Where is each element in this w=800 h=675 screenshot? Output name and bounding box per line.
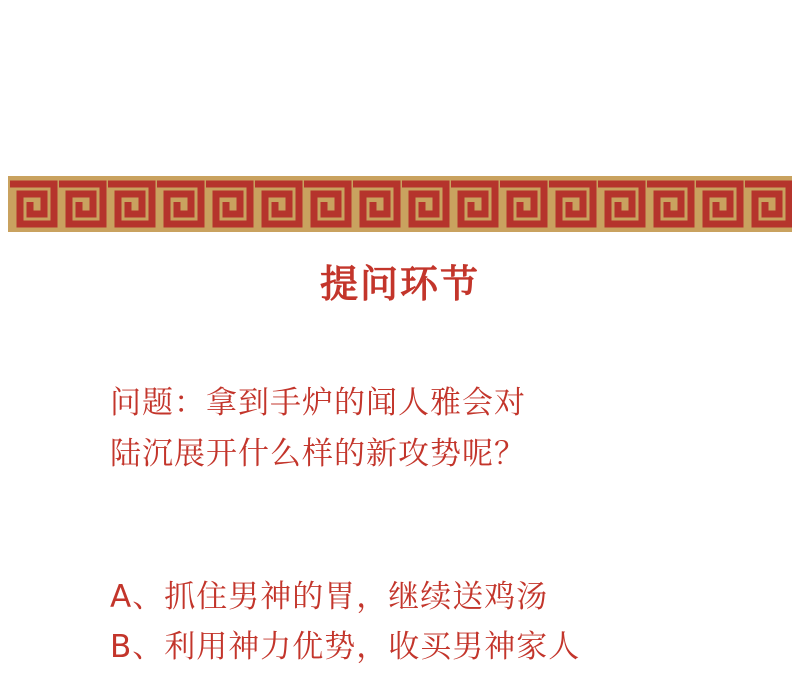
question-text: [110, 378, 710, 480]
section-title: 提问环节: [319, 262, 480, 306]
question-line-2: 陆沉展开什么样的新攻势呢？: [110, 436, 526, 473]
option-b[interactable]: B、利用神力优势，收买男神家人: [110, 629, 581, 666]
greek-key-pattern-icon: [8, 176, 792, 232]
answer-options: [110, 572, 730, 672]
option-a[interactable]: A、抓住男神的胃，继续送鸡汤: [110, 579, 549, 615]
question-line-1: 问题：拿到手炉的闻人雅会对: [110, 385, 526, 421]
decorative-meander-border: [8, 176, 792, 232]
